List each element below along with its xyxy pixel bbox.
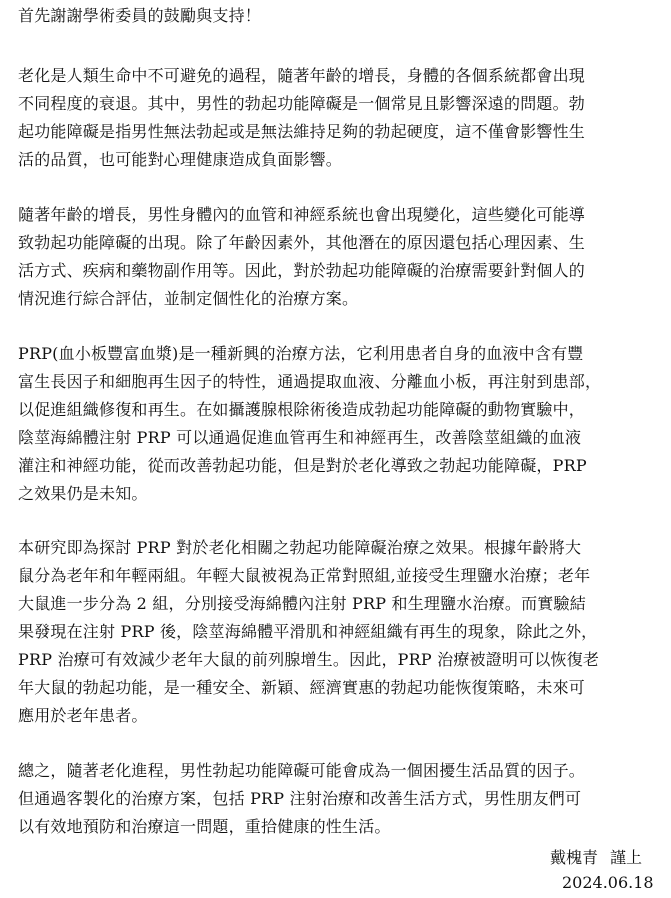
signature-closing: 謹上 xyxy=(610,848,643,867)
paragraph-3-line-4: 陰莖海綿體注射 PRP 可以通過促進血管再生和神經再生，改善陰莖組織的血液 xyxy=(18,428,582,447)
paragraph-4-line-1: 本研究即為探討 PRP 對於老化相關之勃起功能障礙治療之效果。根據年齡將大 xyxy=(18,538,582,557)
paragraph-1-line-1: 老化是人類生命中不可避免的過程，隨著年齡的增長，身體的各個系統都會出現 xyxy=(18,66,586,85)
paragraph-3-line-2: 富生長因子和細胞再生因子的特性，通過提取血液、分離血小板，再注射到患部， xyxy=(18,372,602,391)
paragraph-1-line-3: 起功能障礙是指男性無法勃起或是無法維持足夠的勃起硬度，這不僅會影響性生 xyxy=(18,122,586,141)
greeting: 首先謝謝學術委員的鼓勵與支持！ xyxy=(18,6,262,25)
paragraph-3-line-6: 之效果仍是未知。 xyxy=(18,484,148,503)
paragraph-1-line-2: 不同程度的衰退。其中，男性的勃起功能障礙是一個常見且影響深遠的問題。勃 xyxy=(18,94,586,113)
paragraph-4-line-4: 果發現在注射 PRP 後，陰莖海綿體平滑肌和神經組織有再生的現象，除此之外， xyxy=(18,622,598,641)
paragraph-4-line-3: 大鼠進一步分為 2 組，分別接受海綿體內注射 PRP 和生理鹽水治療。而實驗結 xyxy=(18,594,586,613)
paragraph-1-line-4: 活的品質，也可能對心理健康造成負面影響。 xyxy=(18,150,343,169)
paragraph-4-line-5: PRP 治療可有效減少老年大鼠的前列腺增生。因此，PRP 治療被證明可以恢復老 xyxy=(18,650,600,669)
paragraph-4-line-6: 年大鼠的勃起功能，是一種安全、新穎、經濟實惠的勃起功能恢復策略，未來可 xyxy=(18,678,586,697)
signature-name: 戴槐青 xyxy=(550,848,599,867)
paragraph-3-line-3: 以促進組織修復和再生。在如攝護腺根除術後造成勃起功能障礙的動物實驗中， xyxy=(18,400,586,419)
paragraph-4-line-2: 鼠分為老年和年輕兩組。年輕大鼠被視為正常對照組,並接受生理鹽水治療；老年 xyxy=(18,566,591,585)
signature-date: 2024.06.18 xyxy=(562,873,654,892)
paragraph-2-line-1: 隨著年齡的增長，男性身體內的血管和神經系統也會出現變化，這些變化可能導 xyxy=(18,205,586,224)
paragraph-2-line-2: 致勃起功能障礙的出現。除了年齡因素外，其他潛在的原因還包括心理因素、生 xyxy=(18,233,586,252)
paragraph-4-line-7: 應用於老年患者。 xyxy=(18,706,148,725)
paragraph-3-line-5: 灌注和神經功能，從而改善勃起功能，但是對於老化導致之勃起功能障礙，PRP xyxy=(18,456,587,475)
paragraph-2-line-3: 活方式、疾病和藥物副作用等。因此，對於勃起功能障礙的治療需要針對個人的 xyxy=(18,261,586,280)
paragraph-2-line-4: 情況進行綜合評估，並制定個性化的治療方案。 xyxy=(18,289,359,308)
paragraph-5-line-1: 總之，隨著老化進程，男性勃起功能障礙可能會成為一個困擾生活品質的因子。 xyxy=(18,761,586,780)
paragraph-5-line-3: 以有效地預防和治療這一問題，重拾健康的性生活。 xyxy=(18,817,391,836)
paragraph-3-line-1: PRP(血小板豐富血漿)是一種新興的治療方法，它利用患者自身的血液中含有豐 xyxy=(18,344,584,363)
paragraph-5-line-2: 但通過客製化的治療方案，包括 PRP 注射治療和改善生活方式，男性朋友們可 xyxy=(18,789,582,808)
